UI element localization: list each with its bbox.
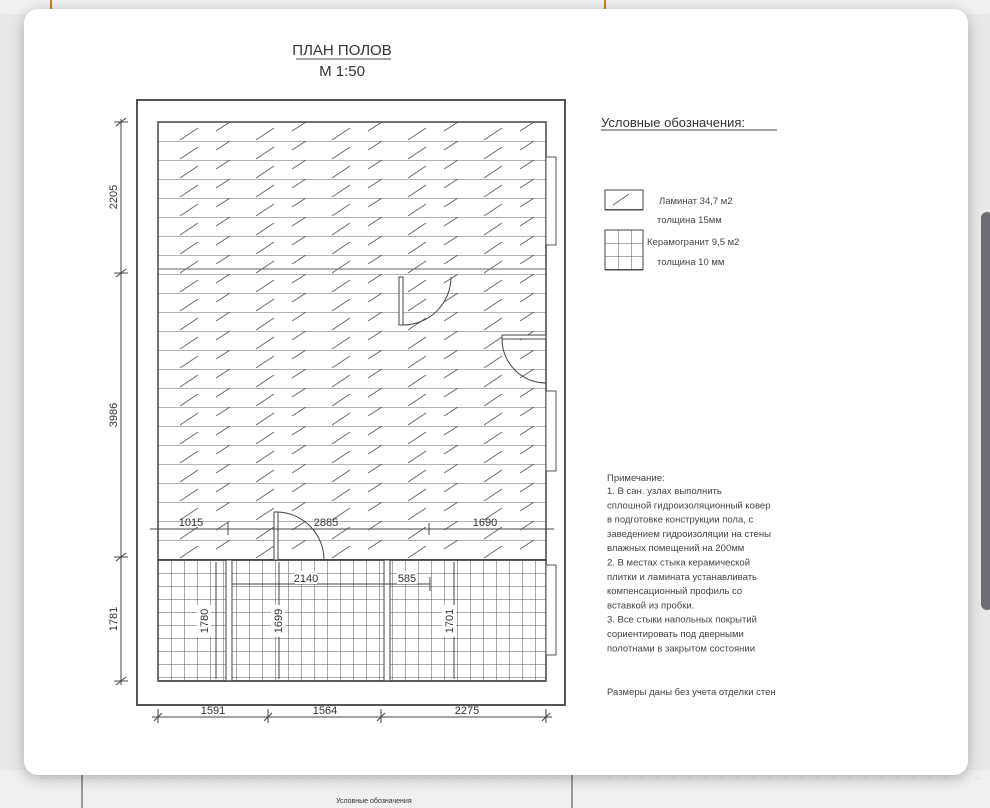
- dimension-label: 1015: [178, 517, 204, 529]
- dimension-label: 1591: [200, 705, 226, 717]
- notes-line: 2. В местах стыка керамической: [607, 557, 751, 569]
- notes-line: полотнами в закрытом состоянии: [607, 643, 756, 655]
- dimension-label: 2140: [293, 573, 319, 585]
- dimension-label: 3986: [108, 402, 120, 428]
- window: [546, 391, 556, 471]
- notes-line: сплошной гидроизоляционный ковер: [607, 500, 771, 512]
- notes-line: 1. В сан. узлах выполнить: [607, 486, 722, 497]
- dimension-label: 1699: [273, 608, 285, 634]
- legend-laminate-thickness: толщина 15мм: [657, 215, 722, 226]
- dimension-label: 2885: [313, 517, 339, 529]
- notes-line: заведением гидроизоляции на стены: [607, 528, 771, 540]
- partition-wall: [226, 560, 232, 681]
- dimension-label: 1690: [472, 517, 498, 529]
- image-viewer-card: [24, 9, 968, 775]
- window: [546, 565, 556, 655]
- dimension-label: 2205: [108, 184, 120, 210]
- notes-heading: Примечание:: [607, 473, 665, 484]
- partition-wall: [384, 560, 390, 681]
- notes-body: [607, 486, 771, 654]
- notes-line: плитки и ламината устанавливать: [607, 571, 757, 583]
- notes-line: компенсационный профиль со: [607, 586, 743, 598]
- below-fold-text: Условные обозначения: [336, 798, 412, 805]
- legend-laminate-swatch: [605, 190, 643, 210]
- legend-laminate-label: Ламинат 34,7 м2: [659, 196, 733, 207]
- dimension-label: 1780: [199, 608, 211, 634]
- legend-tile-thickness: толщина 10 мм: [657, 257, 725, 268]
- notes-line: в подготовке конструкции пола, с: [607, 514, 754, 526]
- legend-tile-swatch: [605, 230, 643, 270]
- plan-title: ПЛАН ПОЛОВ: [292, 42, 392, 59]
- dimension-label: 1564: [312, 705, 338, 717]
- laminate-area: [158, 122, 546, 560]
- notes-footer: Размеры даны без учета отделки стен: [607, 687, 776, 698]
- scroll-handle[interactable]: [981, 212, 990, 610]
- notes-line: вставкой из пробки.: [607, 600, 695, 612]
- plan-scale: М 1:50: [319, 63, 365, 80]
- notes-line: 3. Все стыки напольных покрытий: [607, 614, 757, 626]
- background-drawing-bottom: [0, 770, 990, 808]
- dimension-label: 1701: [444, 608, 456, 634]
- legend-heading: Условные обозначения:: [601, 115, 746, 130]
- dimension-label: 1781: [108, 606, 120, 632]
- floor-plan-drawing: [24, 9, 968, 775]
- window: [546, 157, 556, 245]
- dimension-label: 2275: [454, 705, 480, 717]
- notes-line: сориентировать под дверными: [607, 629, 744, 640]
- legend-tile-label: Керамогранит 9,5 м2: [647, 237, 740, 248]
- notes-line: влажных помещений на 200мм: [607, 543, 745, 555]
- dimension-label: 585: [397, 573, 417, 585]
